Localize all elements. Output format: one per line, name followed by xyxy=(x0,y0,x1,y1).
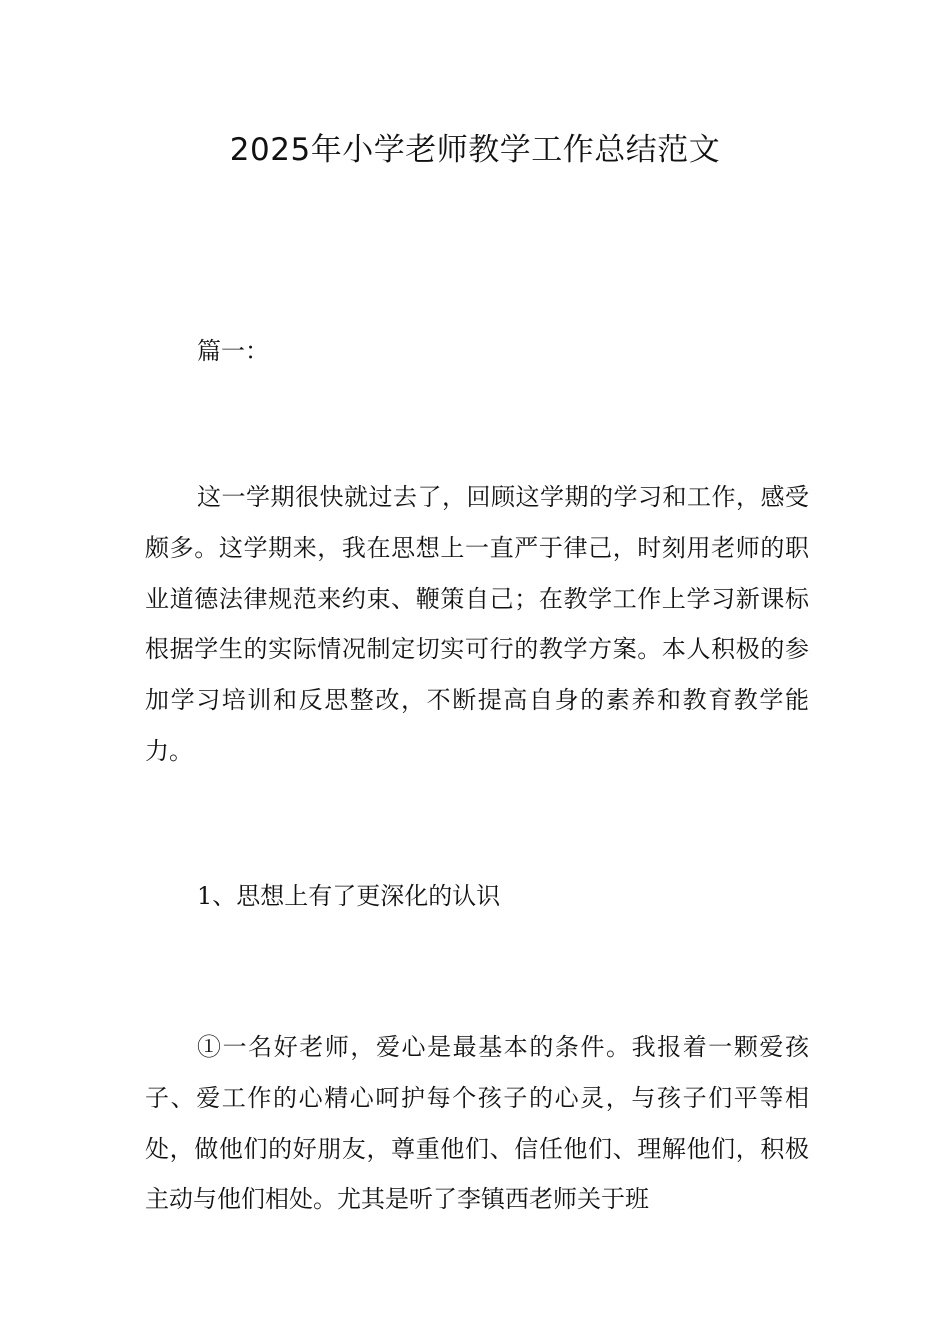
item-heading: 1、思想上有了更深化的认识 xyxy=(197,882,501,910)
document-title: 2025年小学老师教学工作总结范文 xyxy=(229,132,721,168)
item-paragraph: ①一名好老师，爱心是最基本的条件。我报着一颗爱孩子、爱工作的心精心呵护每个孩子的心灵，与孩子们平等相处，做他们的好朋友，尊重他们、信任他们、理解他们，积极主动与他们相处。尤其是听了李镇西老师关于班 xyxy=(145,1033,809,1214)
section-heading: 篇一： xyxy=(197,337,269,365)
intro-paragraph: 这一学期很快就过去了，回顾这学期的学习和工作，感受颇多。这学期来，我在思想上一直严于律己，时刻用老师的职业道德法律规范来约束、鞭策自己；在教学工作上学习新课标根据学生的实际情况制定切实可行的教学方案。本人积极的参加学习培训和反思整改，不断提高自身的素养和教育教学能力。 xyxy=(145,483,809,765)
